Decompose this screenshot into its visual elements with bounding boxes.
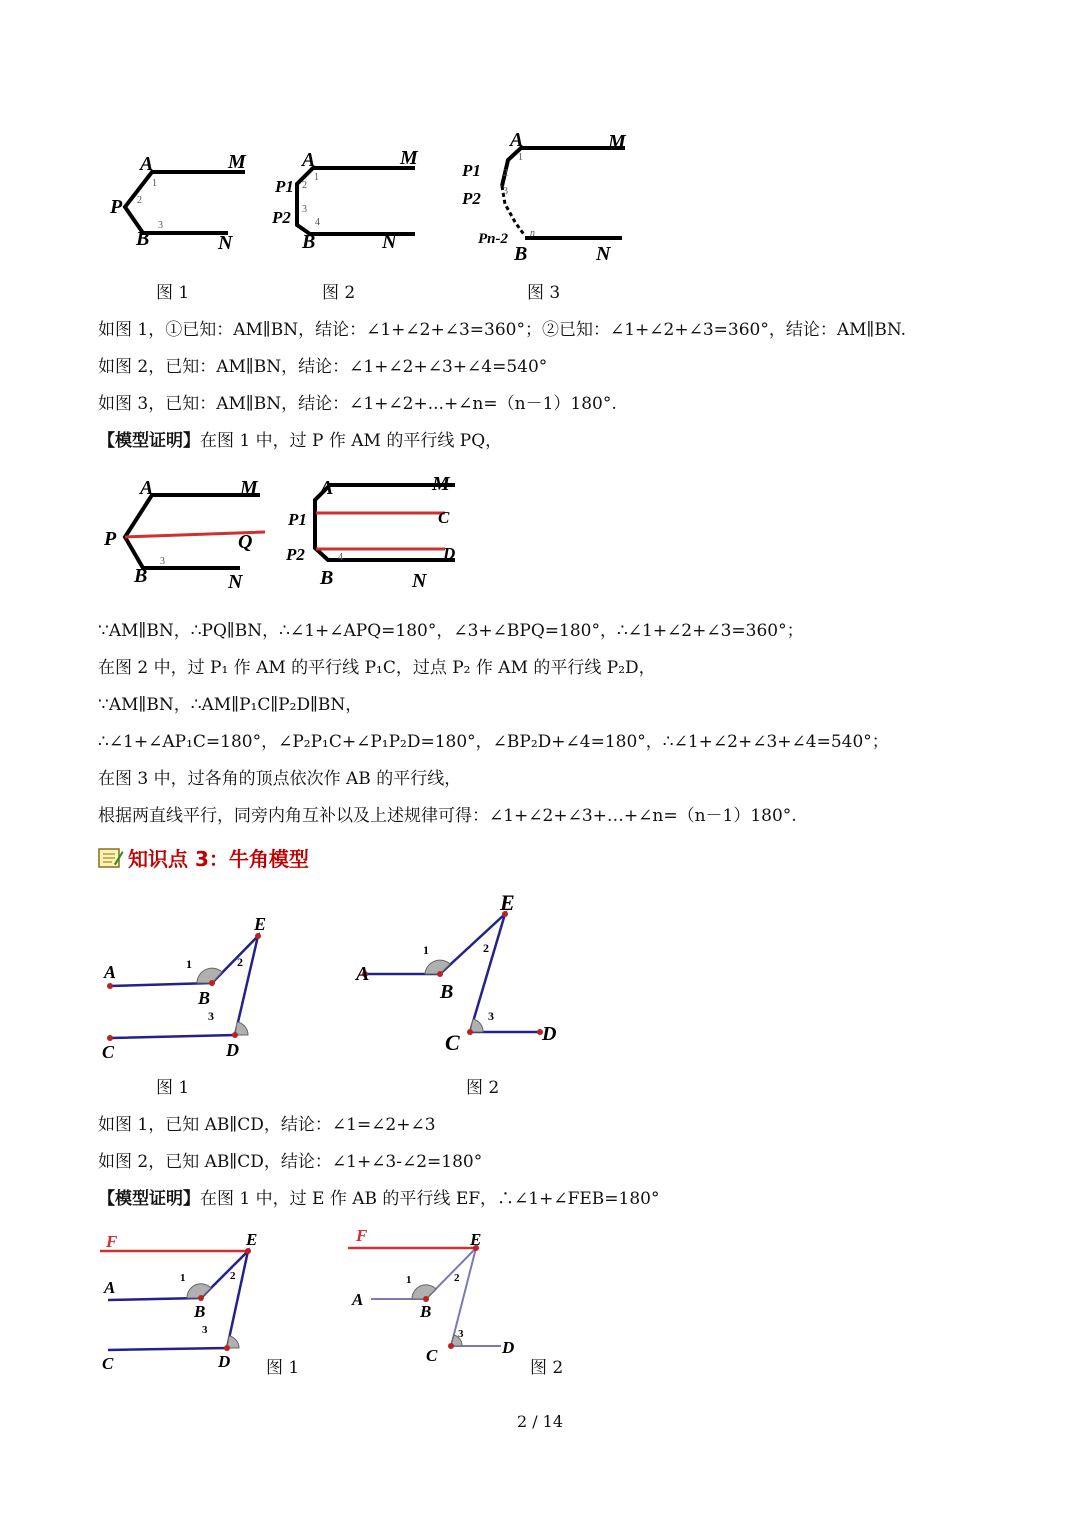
svg-text:1: 1	[518, 152, 523, 163]
text-line-11: 如图 1，已知 AB∥CD，结论：∠1=∠2+∠3	[98, 1115, 436, 1135]
svg-text:1: 1	[180, 1272, 186, 1284]
caption-fig1-horn-proof: 图 1	[266, 1358, 300, 1378]
svg-text:2: 2	[454, 1272, 460, 1284]
svg-text:2: 2	[230, 1270, 236, 1282]
svg-text:D: D	[542, 1023, 557, 1045]
svg-text:D: D	[218, 1352, 231, 1371]
figure-top-row	[100, 130, 640, 275]
text-line-13: 【模型证明】在图 1 中，过 E 作 AB 的平行线 EF，∴∠1+∠FEB=180°	[98, 1189, 660, 1209]
svg-text:N: N	[596, 243, 611, 265]
svg-text:M: M	[400, 147, 418, 169]
svg-text:2: 2	[137, 195, 142, 206]
model-proof-label: 【模型证明】	[98, 431, 200, 451]
text-line-9: 在图 3 中，过各角的顶点依次作 AB 的平行线，	[98, 769, 462, 789]
text-line-2: 如图 2，已知：AM∥BN，结论：∠1+∠2+∠3+∠4=540°	[98, 357, 548, 377]
svg-text:D: D	[443, 544, 456, 563]
svg-text:N: N	[382, 231, 397, 253]
svg-text:1: 1	[186, 957, 192, 971]
svg-text:E: E	[246, 1230, 258, 1249]
svg-text:3: 3	[208, 1009, 214, 1023]
svg-text:E: E	[470, 1230, 482, 1249]
text-line-7: ∵AM∥BN，∴AM∥P₁C∥P₂D∥BN，	[98, 695, 363, 715]
caption-fig2-top: 图 2	[322, 283, 356, 303]
svg-text:3: 3	[458, 1328, 464, 1340]
text-line-12: 如图 2，已知 AB∥CD，结论：∠1+∠3-∠2=180°	[98, 1152, 483, 1172]
svg-text:E: E	[500, 890, 515, 915]
svg-text:3: 3	[488, 1009, 494, 1023]
model-proof-label-2: 【模型证明】	[98, 1189, 200, 1209]
svg-text:C: C	[102, 1042, 115, 1062]
svg-text:E: E	[254, 914, 267, 934]
figure-horn-row	[100, 890, 580, 1065]
svg-text:D: D	[226, 1040, 239, 1060]
svg-text:A: A	[352, 1290, 364, 1309]
label-N: N	[218, 232, 233, 254]
svg-text:A: A	[356, 963, 370, 985]
svg-text:P: P	[104, 528, 117, 550]
text-line-10: 根据两直线平行，同旁内角互补以及上述规律可得：∠1+∠2+∠3+…+∠n=（n－1）180°.	[98, 806, 797, 826]
svg-text:C: C	[102, 1354, 114, 1373]
svg-text:A: A	[140, 477, 154, 499]
svg-text:B: B	[302, 231, 316, 253]
label-M: M	[228, 151, 246, 173]
svg-text:A: A	[302, 149, 316, 171]
svg-text:B: B	[420, 1302, 432, 1321]
svg-text:Q: Q	[238, 531, 253, 553]
section-heading-text: 知识点 3：牛角模型	[128, 847, 309, 871]
svg-text:M: M	[240, 477, 258, 499]
svg-text:M: M	[608, 131, 626, 153]
svg-text:B: B	[320, 567, 334, 589]
caption-fig2-horn-proof: 图 2	[530, 1358, 564, 1378]
label-B: B	[136, 228, 150, 250]
svg-text:A: A	[104, 1278, 116, 1297]
svg-text:3: 3	[302, 204, 307, 215]
page-number: 2 / 14	[516, 1412, 564, 1431]
svg-text:4: 4	[315, 217, 320, 228]
figure-horn-proof-row	[98, 1225, 578, 1385]
svg-text:1: 1	[314, 172, 319, 183]
svg-text:C: C	[445, 1030, 460, 1055]
svg-text:3: 3	[158, 220, 163, 231]
text-line-4: 【模型证明】在图 1 中，过 P 作 AM 的平行线 PQ，	[98, 431, 503, 451]
svg-text:N: N	[228, 571, 243, 593]
svg-text:F: F	[356, 1226, 368, 1245]
text-line-6: 在图 2 中，过 P₁ 作 AM 的平行线 P₁C，过点 P₂ 作 AM 的平行线 P₂D，	[98, 658, 656, 678]
svg-text:B: B	[514, 243, 528, 265]
svg-text:Pn-2: Pn-2	[478, 231, 508, 247]
svg-text:M: M	[432, 473, 450, 495]
svg-text:P2: P2	[286, 545, 305, 564]
figure-proof-row	[100, 470, 480, 595]
svg-text:1: 1	[423, 943, 429, 957]
svg-text:2: 2	[237, 955, 243, 969]
svg-text:P2: P2	[272, 208, 291, 227]
svg-text:P1: P1	[462, 161, 481, 180]
svg-text:1: 1	[406, 1274, 412, 1286]
caption-fig2-horn: 图 2	[466, 1078, 500, 1098]
text-line-3: 如图 3，已知：AM∥BN，结论：∠1+∠2+...+∠n=（n－1）180°.	[98, 394, 617, 414]
svg-text:B: B	[440, 981, 454, 1003]
svg-text:B: B	[198, 988, 211, 1008]
svg-text:D: D	[502, 1338, 515, 1357]
text-line-1: 如图 1，①已知：AM∥BN，结论：∠1+∠2+∠3=360°；②已知：∠1+∠2+∠3=360°，结论：AM∥BN.	[98, 320, 907, 340]
section-heading	[98, 843, 309, 872]
svg-text:A: A	[320, 477, 334, 499]
label-A: A	[140, 153, 154, 175]
svg-text:3: 3	[160, 556, 165, 567]
svg-text:C: C	[438, 508, 450, 527]
svg-text:A: A	[104, 962, 117, 982]
label-P: P	[110, 196, 123, 218]
svg-text:P1: P1	[275, 177, 294, 196]
svg-text:B: B	[134, 565, 148, 587]
svg-text:4: 4	[338, 552, 343, 563]
text-line-8: ∴∠1+∠AP₁C=180°，∠P₂P₁C+∠P₁P₂D=180°，∠BP₂D+∠4=180°，∴∠1+∠2+∠3+∠4=540°；	[98, 732, 889, 752]
svg-text:2: 2	[503, 168, 508, 179]
svg-text:P1: P1	[288, 510, 307, 529]
svg-text:2: 2	[483, 941, 489, 955]
svg-text:3: 3	[202, 1324, 208, 1336]
caption-fig1-horn: 图 1	[156, 1078, 190, 1098]
caption-fig3-top: 图 3	[527, 283, 561, 303]
svg-text:C: C	[426, 1346, 438, 1365]
svg-text:1: 1	[152, 178, 157, 189]
svg-text:A: A	[510, 130, 524, 151]
svg-text:3: 3	[503, 186, 508, 197]
svg-text:N: N	[412, 570, 427, 592]
text-line-5: ∵AM∥BN，∴PQ∥BN，∴∠1+∠APQ=180°，∠3+∠BPQ=180°，∴∠1+∠2+∠3=360°；	[98, 621, 804, 641]
svg-text:F: F	[106, 1232, 118, 1251]
notebook-icon	[98, 847, 124, 869]
top-fig1	[125, 172, 245, 233]
svg-text:P2: P2	[462, 189, 481, 208]
svg-text:n: n	[530, 228, 535, 239]
caption-fig1-top: 图 1	[156, 283, 190, 303]
svg-text:2: 2	[302, 180, 307, 191]
svg-text:B: B	[194, 1302, 206, 1321]
